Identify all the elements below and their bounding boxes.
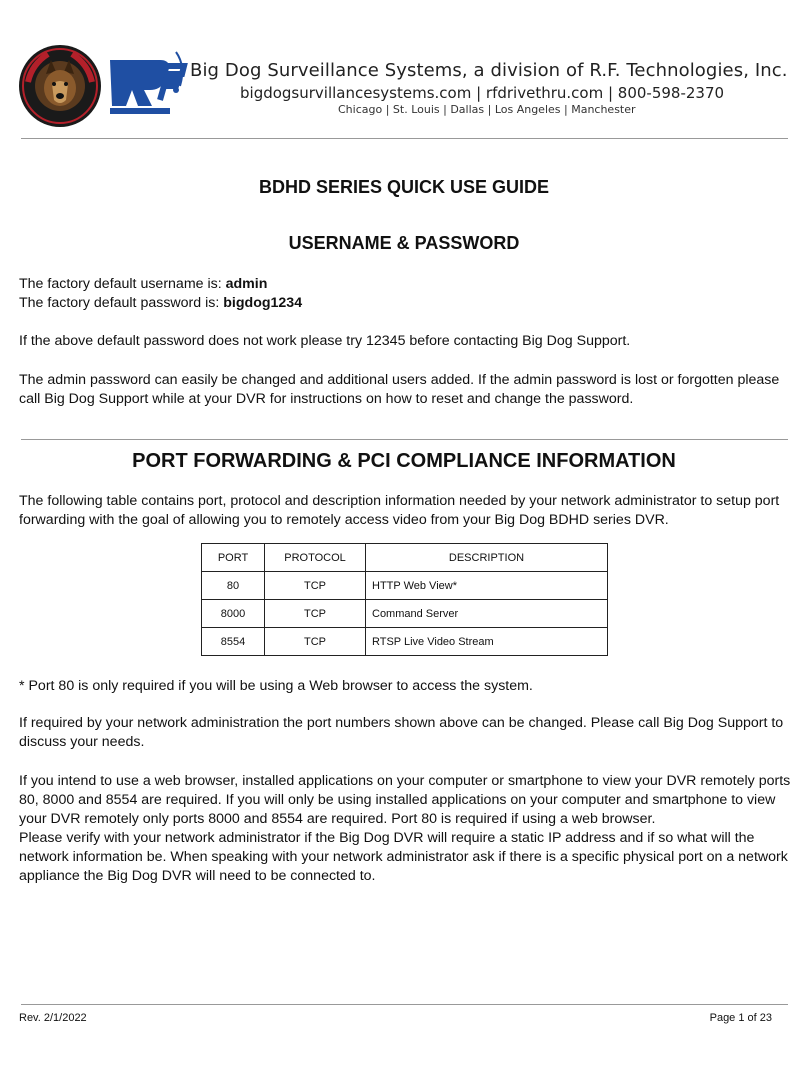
protocol-cell: TCP [265, 572, 366, 600]
port-cell: 80 [202, 572, 265, 600]
admin-password-note: The admin password can easily be changed and additional users added. If the admin password is lost or forgotten please call Big Dog Support while at your DVR for instructions on how to reset and change the password. [19, 372, 780, 407]
username-value: admin [225, 276, 268, 292]
protocol-cell: TCP [265, 600, 366, 628]
section-title-port-forwarding: PORT FORWARDING & PCI COMPLIANCE INFORMATION [132, 450, 676, 472]
protocol-column-header: PROTOCOL [265, 544, 366, 572]
rf-technologies-logo [102, 46, 188, 118]
section-title-username-password: USERNAME & PASSWORD [288, 233, 520, 253]
username-label: The factory default username is: [19, 276, 226, 292]
footer-divider [21, 1004, 788, 1005]
username-line [19, 275, 794, 294]
big-dog-logo [18, 44, 102, 128]
port-table-intro: The following table contains port, protocol and description information needed by your network administrator to setup port forwarding with the goal of allowing you to remotely access video from your Big Dog BDHD series DVR. [19, 493, 780, 528]
port-change-note: If required by your network administration the port numbers shown above can be changed. Please call Big Dog Support to discuss your needs. [19, 715, 784, 750]
remote-access-notes [19, 772, 794, 886]
password-fallback-note: If the above default password does not work please try 12345 before contacting Big Dog Support. [19, 333, 631, 349]
protocol-cell: TCP [265, 628, 366, 656]
page-header [0, 0, 808, 140]
port-table [201, 543, 608, 656]
company-cities: Chicago | St. Louis | Dallas | Los Angeles | Manchester [338, 103, 636, 116]
port-table-header-row [202, 544, 608, 572]
default-credentials [19, 275, 794, 313]
company-name: Big Dog Surveillance Systems, a division of R.F. Technologies, Inc. [190, 60, 788, 81]
page-number: Page 1 of 23 [709, 1012, 772, 1024]
description-column-header: DESCRIPTION [366, 544, 608, 572]
table-row [202, 600, 608, 628]
revision-date: Rev. 2/1/2022 [19, 1012, 87, 1024]
password-line [19, 294, 794, 313]
description-cell: RTSP Live Video Stream [366, 628, 608, 656]
password-value: bigdog1234 [223, 295, 303, 311]
description-cell: HTTP Web View* [366, 572, 608, 600]
table-row [202, 628, 608, 656]
port-80-note: * Port 80 is only required if you will be using a Web browser to access the system. [19, 678, 533, 694]
company-websites-phone: bigdogsurvillancesystems.com | rfdrivethru.com | 800-598-2370 [240, 84, 725, 102]
section-divider [21, 439, 788, 440]
header-divider [21, 138, 788, 139]
port-cell: 8554 [202, 628, 265, 656]
port-column-header: PORT [202, 544, 265, 572]
document-title: BDHD SERIES QUICK USE GUIDE [258, 177, 550, 197]
port-cell: 8000 [202, 600, 265, 628]
table-row [202, 572, 608, 600]
description-cell: Command Server [366, 600, 608, 628]
static-ip-note: Please verify with your network administrator if the Big Dog DVR will require a static IP address and if so what will the network information be. When speaking with your network administrator ask if there is a specific physical port on a network appliance the Big Dog DVR will need to be connected to. [19, 830, 788, 884]
browser-ports-note: If you intend to use a web browser, installed applications on your computer or smartphone to view your DVR remotely ports 80, 8000 and 8554 are required. If you will only be using installed applications on your computer and smartphone to view your DVR remotely only ports 8000 and 8554 are required. Port 80 is required if using a web browser. [19, 773, 791, 827]
password-label: The factory default password is: [19, 295, 224, 311]
